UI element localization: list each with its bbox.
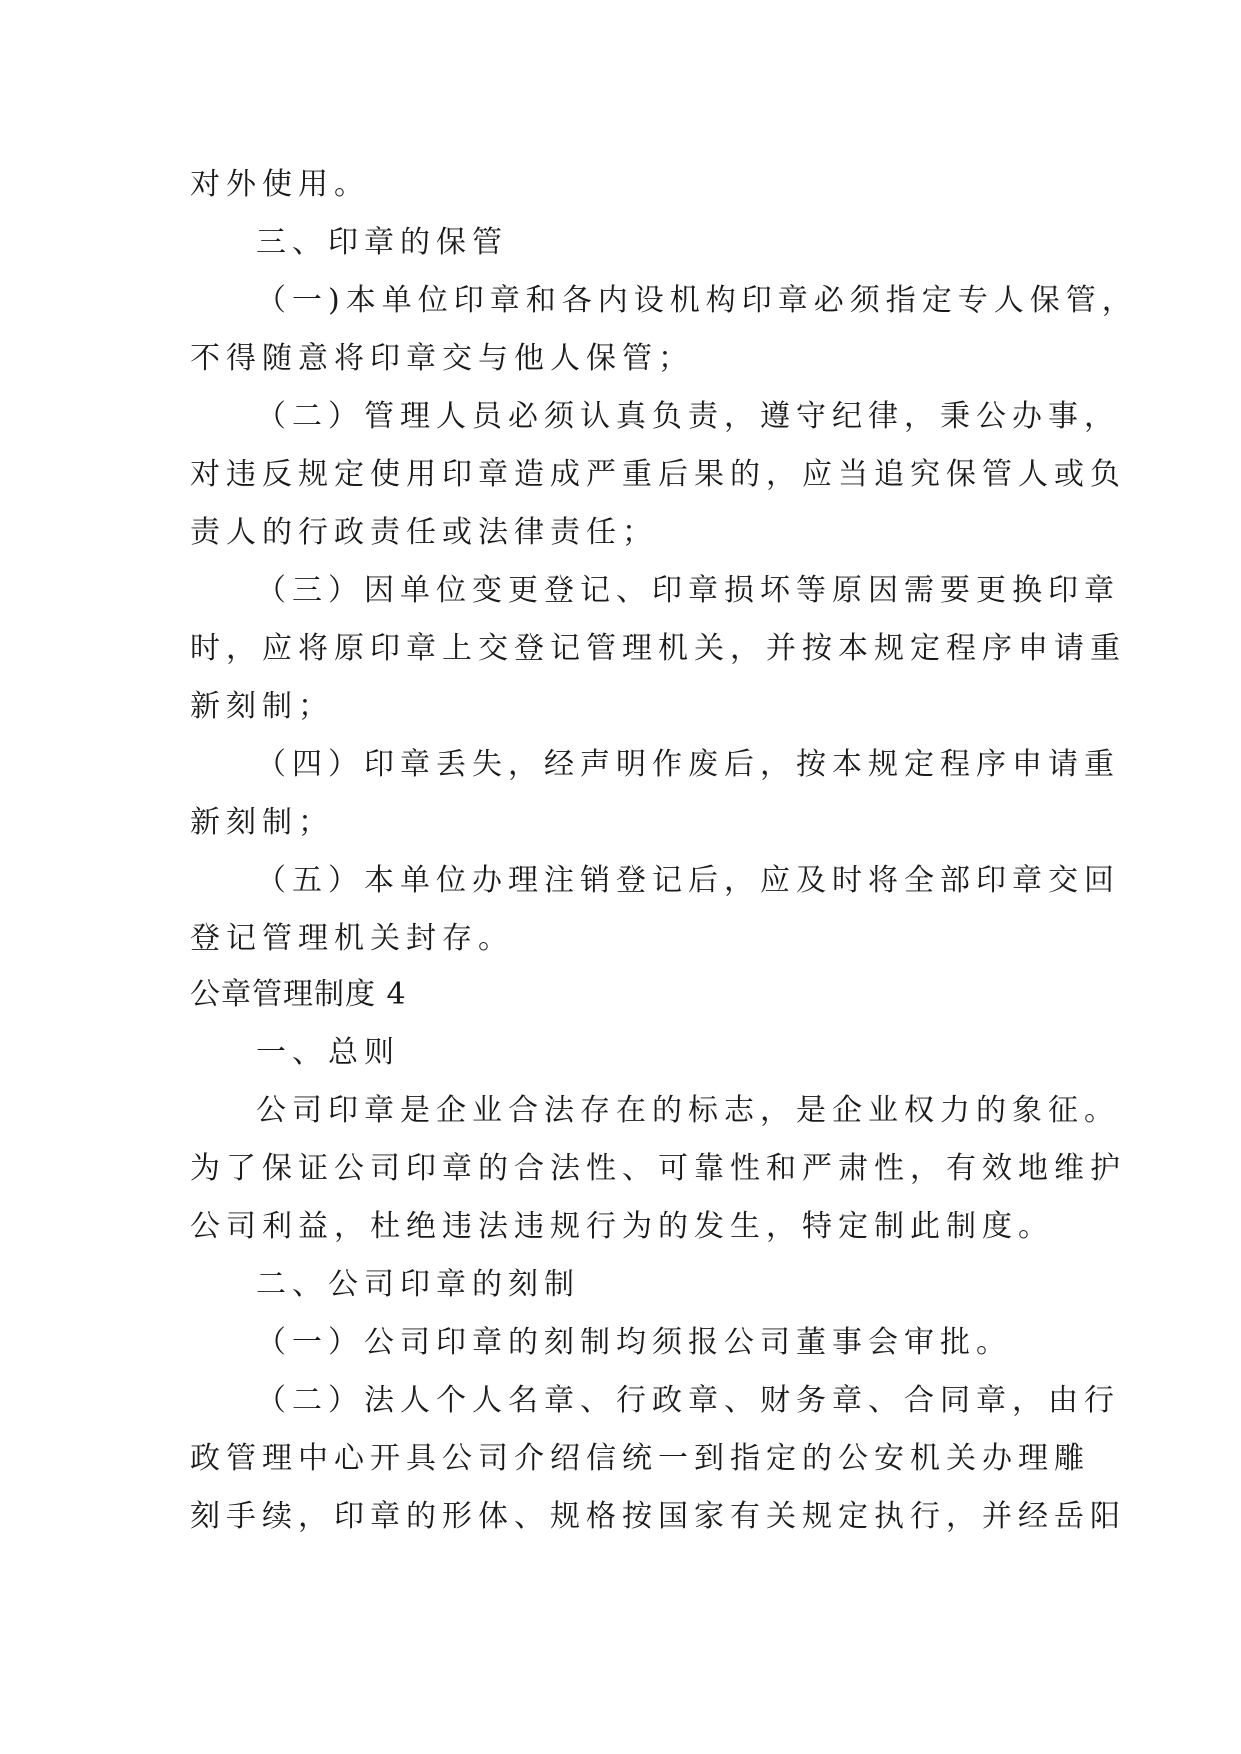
text-line-7: 责人的行政责任或法律责任； [190,515,658,550]
section-heading-3: 三、印章的保管 [256,225,508,260]
text-line-9: 时，应将原印章上交登记管理机关，并按本规定程序申请重 [190,631,1126,666]
text-line-24: 刻手续，印章的形体、规格按国家有关规定执行，并经岳阳 [190,1499,1126,1534]
text-line-19: 公司利益，杜绝违法违规行为的发生，特定制此制度。 [190,1209,1054,1244]
text-line-5: （二）管理人员必须认真负责，遵守纪律，秉公办事， [256,399,1120,434]
document-section-title: 公章管理制度 4 [190,977,407,1012]
text-line-11: （四）印章丢失，经声明作废后，按本规定程序申请重 [256,747,1120,782]
text-line-12: 新刻制； [190,805,334,840]
text-line-1: 对外使用。 [190,167,370,202]
text-line-4: 不得随意将印章交与他人保管； [190,341,694,376]
text-line-10: 新刻制； [190,689,334,724]
section-heading-general: 一、总则 [256,1035,400,1070]
text-line-17: 公司印章是企业合法存在的标志，是企业权力的象征。 [256,1093,1120,1128]
text-line-13: （五）本单位办理注销登记后，应及时将全部印章交回 [256,863,1120,898]
text-line-18: 为了保证公司印章的合法性、可靠性和严肃性，有效地维护 [190,1151,1126,1186]
text-line-23: 政管理中心开具公司介绍信统一到指定的公安机关办理雕 [190,1441,1090,1476]
text-line-3: （一)本单位印章和各内设机构印章必须指定专人保管， [256,283,1138,318]
section-heading-engraving: 二、公司印章的刻制 [256,1267,580,1302]
text-line-6: 对违反规定使用印章造成严重后果的，应当追究保管人或负 [190,457,1126,492]
text-line-14: 登记管理机关封存。 [190,921,514,956]
text-line-8: （三）因单位变更登记、印章损坏等原因需要更换印章 [256,573,1120,608]
text-line-22: （二）法人个人名章、行政章、财务章、合同章，由行 [256,1383,1120,1418]
text-line-21: （一）公司印章的刻制均须报公司董事会审批。 [256,1325,1012,1360]
